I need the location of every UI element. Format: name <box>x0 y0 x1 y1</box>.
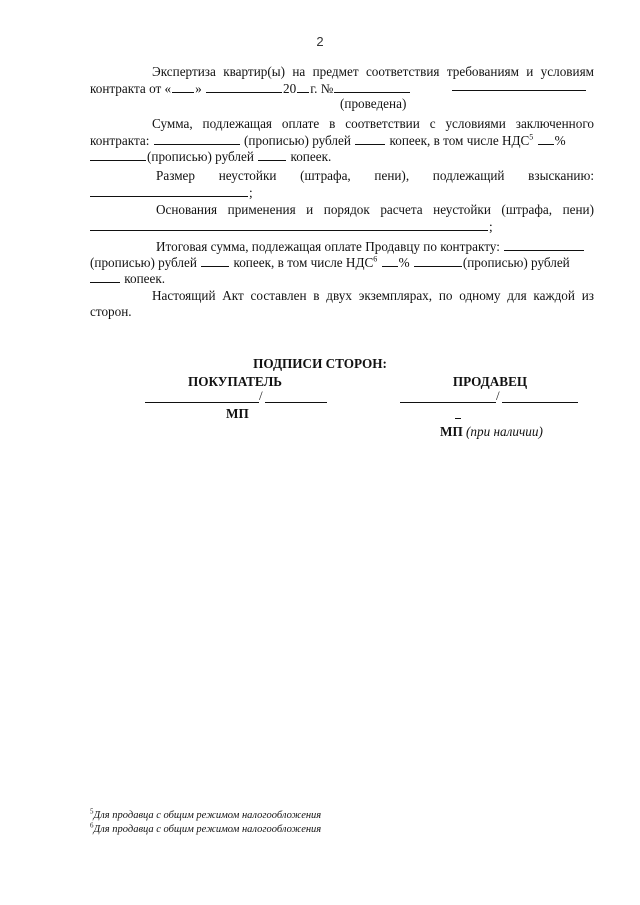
number-label: г. № <box>310 81 334 96</box>
month-blank[interactable] <box>206 80 282 93</box>
penalty-end: ; <box>249 185 253 200</box>
amount-line-2 <box>90 132 566 149</box>
total-kopeks-blank[interactable] <box>201 254 229 267</box>
seller-seal-note: (при наличии) <box>466 424 543 439</box>
total-vat-kopeks-blank[interactable] <box>90 270 120 283</box>
vat-kopeks-blank[interactable] <box>258 148 286 161</box>
year-blank[interactable] <box>297 80 309 93</box>
contract-number-blank[interactable] <box>334 80 410 93</box>
expertise-line-2 <box>90 80 411 97</box>
buyer-seal: МП <box>226 406 249 421</box>
footnote-5 <box>90 807 322 821</box>
seller-seal-label: МП <box>440 424 463 439</box>
amount-kopeks-blank[interactable] <box>355 132 385 145</box>
penalty-basis-blank[interactable] <box>90 218 488 231</box>
penalty-line-2 <box>90 184 253 201</box>
kopeks-vat-label: копеек, в том числе НДС <box>389 133 530 148</box>
seller-seal-mark <box>455 418 461 419</box>
percent-sign: % <box>554 133 566 148</box>
footnote-5-text: Для продавца с общим режимом налогообложения <box>93 810 322 821</box>
expertise-result-blank[interactable] <box>452 90 586 91</box>
total-vat-rubles-blank[interactable] <box>414 254 462 267</box>
kopeks-label: копеек. <box>290 149 332 164</box>
quote-close: » <box>195 81 202 96</box>
seller-seal <box>440 424 543 440</box>
copies-line-1: Настоящий Акт составлен в двух экземплярах, по одному для каждой из <box>152 288 594 303</box>
amount-rubles-blank[interactable] <box>154 132 240 145</box>
seller-name-line[interactable] <box>502 402 578 403</box>
year-prefix: 20 <box>283 81 297 96</box>
footnote-6 <box>90 821 322 835</box>
total-vat-label: копеек, в том числе НДС <box>233 255 374 270</box>
vat-percent-blank[interactable] <box>538 132 554 145</box>
total-line-3 <box>90 270 165 287</box>
total-in-words-label: (прописью) рублей <box>90 255 197 270</box>
buyer-slash: / <box>259 388 263 403</box>
vat-rubles-blank[interactable] <box>90 148 146 161</box>
penalty-amount-blank[interactable] <box>90 184 248 197</box>
buyer-name-line[interactable] <box>265 402 327 403</box>
copies-line-2: сторон. <box>90 304 132 319</box>
total-line-1 <box>156 238 585 255</box>
in-words-rubles-label: (прописью) рублей <box>244 133 351 148</box>
total-line-2 <box>90 254 570 271</box>
buyer-heading: ПОКУПАТЕЛЬ <box>187 374 283 389</box>
seller-signature-line[interactable] <box>400 402 496 403</box>
total-vat-percent-blank[interactable] <box>382 254 398 267</box>
footnote-5-mark: 5 <box>90 807 94 816</box>
penalty-basis-line-2 <box>90 218 493 235</box>
page-number: 2 <box>316 34 324 49</box>
day-blank[interactable] <box>172 80 194 93</box>
contract-from-label: контракта от « <box>90 81 172 96</box>
conducted-caption: (проведена) <box>340 96 407 111</box>
contract-label: контракта: <box>90 133 150 148</box>
footnote-6-text: Для продавца с общим режимом налогообложения <box>93 824 322 835</box>
footnote-6-mark: 6 <box>90 821 94 830</box>
total-label: Итоговая сумма, подлежащая оплате Продавцу по контракту: <box>156 239 500 254</box>
total-rubles-blank[interactable] <box>504 238 584 251</box>
seller-heading: ПРОДАВЕЦ <box>452 374 528 389</box>
seller-slash: / <box>496 388 500 403</box>
signatures-heading: ПОДПИСИ СТОРОН: <box>253 356 387 371</box>
penalty-line-1: Размер неустойки (штрафа, пени), подлежащий взысканию: <box>156 168 594 183</box>
expertise-line-1: Экспертиза квартир(ы) на предмет соответствия требованиям и условиям <box>152 64 594 79</box>
footnote-ref-6: 6 <box>373 254 378 264</box>
buyer-signature-line[interactable] <box>145 402 259 403</box>
penalty-basis-line-1: Основания применения и порядок расчета неустойки (штрафа, пени) <box>156 202 594 217</box>
total-vat-in-words-label: (прописью) рублей <box>462 255 570 270</box>
amount-line-1: Сумма, подлежащая оплате в соответствии с условиями заключенного <box>152 116 594 131</box>
footnote-ref-5: 5 <box>529 132 534 142</box>
amount-line-3 <box>90 148 331 165</box>
penalty-basis-end: ; <box>489 219 493 234</box>
total-kopeks-label: копеек. <box>124 271 166 286</box>
vat-in-words-label: (прописью) рублей <box>147 149 254 164</box>
total-percent-sign: % <box>398 255 410 270</box>
